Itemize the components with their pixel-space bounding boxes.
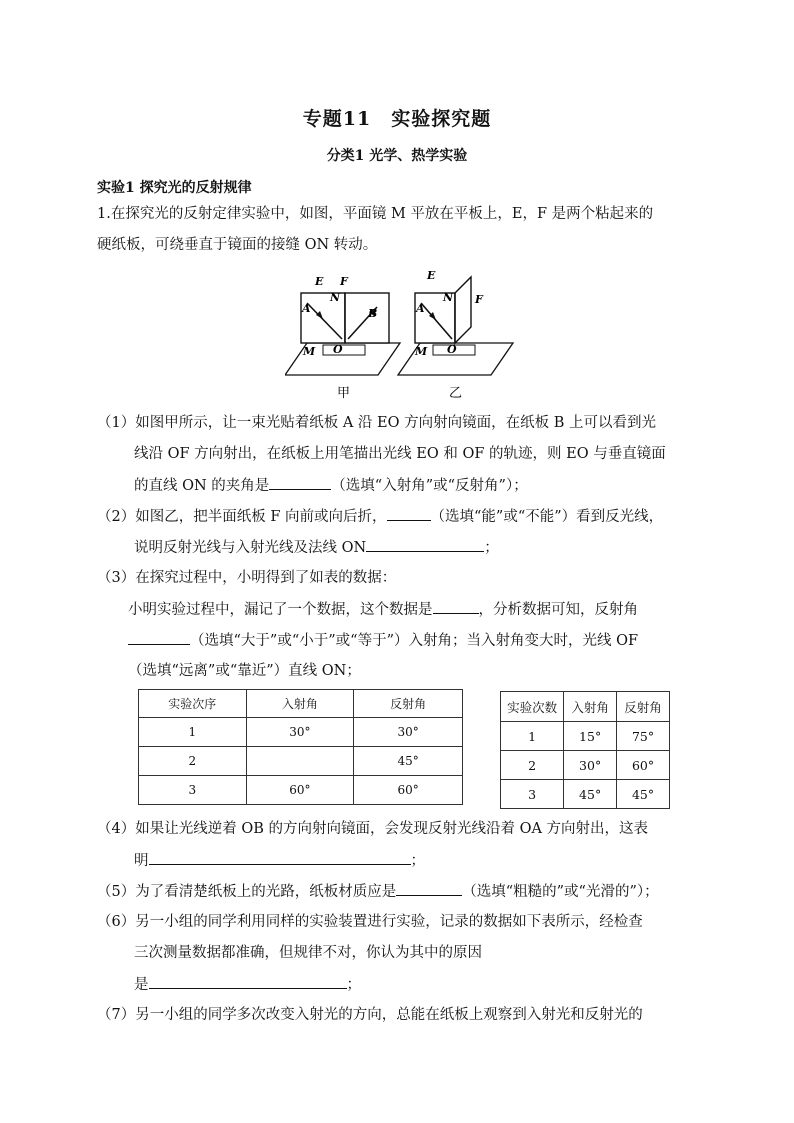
caption-jia: 甲 [337,386,351,401]
p3-blank-1[interactable] [433,599,479,614]
label-e-left: E [315,275,324,288]
table2-header-cell: 入射角 [564,692,617,722]
p5-line-a [97,881,659,902]
section-heading: 实验1 探究光的反射规律 [97,180,252,196]
board-f-right [455,277,471,343]
table2-header-cell: 实验次数 [501,692,564,722]
mirror-left [323,345,365,355]
label-b-left: B [368,307,378,320]
table-row [139,747,463,776]
label-a-right: A [416,302,425,315]
table1-header-cell: 实验次序 [139,690,247,718]
label-n-left: N [330,291,341,304]
p1-line-c [134,475,528,496]
p6-blank[interactable] [149,974,347,989]
p3-b-post: ，分析数据可知，反射角 [478,602,638,618]
p1-line-a: （1）如图甲所示，让一束光贴着纸板 A 沿 EO 方向射向镜面，在纸板 B 上可以看到光 [97,415,656,431]
p4-b-pre: 明 [134,853,149,869]
label-f-right: F [475,293,483,306]
p1-line-b: 线沿 OF 方向射出，在纸板上用笔描出光线 EO 和 OF 的轨迹，则 EO 与垂直镜面 [134,446,666,462]
table2-header-cell: 反射角 [617,692,670,722]
table1-cell: 3 [139,776,247,805]
label-n-right: N [443,291,454,304]
q1-line1: 1.在探究光的反射定律实验中，如图，平面镜 M 平放在平板上，E，F 是两个粘起来的 [97,206,654,222]
q1-line2: 硬纸板，可绕垂直于镜面的接缝 ON 转动。 [97,237,378,253]
page-title: 专题11 实验探究题 [302,108,492,130]
p2-a-pre: （2）如图乙，把半面纸板 F 向前或向后折， [97,509,387,525]
page-subtitle: 分类1 光学、热学实验 [326,148,468,164]
p6-line-a: （6）另一小组的同学利用同样的实验装置进行实验，记录的数据如下表所示，经检查 [97,914,643,930]
table2-cell: 45° [564,780,617,809]
caption-yi: 乙 [449,386,463,401]
table2-cell: 1 [501,722,564,751]
p1-c-pre: 的直线 ON 的夹角是 [134,478,270,494]
p2-b-pre: 说明反射光线与入射光线及法线 ON [134,540,367,556]
table1-cell: 1 [139,718,247,747]
table1-header-row [139,690,463,718]
table1-header-cell: 反射角 [354,690,463,718]
table1-cell: 2 [139,747,247,776]
p6-c-pre: 是 [134,977,149,993]
table1-cell: 60° [354,776,463,805]
p3-b-pre: 小明实验过程中，漏记了一个数据，这个数据是 [128,602,433,618]
p6-c-post: ； [346,977,361,993]
table2-cell: 3 [501,780,564,809]
p3-line-c [128,630,638,651]
table2-cell: 30° [564,751,617,780]
table2-cell: 2 [501,751,564,780]
table-row [501,722,670,751]
table2-cell: 60° [617,751,670,780]
p3-c-post: （选填“大于”或“小于”或“等于”）入射角；当入射角变大时，光线 OF [190,633,639,649]
data-table-2 [500,691,670,809]
p2-b-post: ； [484,540,499,556]
label-o-right: O [447,343,457,356]
table-row [139,776,463,805]
label-o-left: O [333,343,343,356]
label-e-right: E [427,269,436,282]
label-f-left: F [340,275,348,288]
label-a-left: A [302,302,311,315]
p1-blank[interactable] [269,475,331,490]
table2-cell: 15° [564,722,617,751]
table1-cell: 45° [354,747,463,776]
label-m-left: M [303,345,316,358]
p4-b-post: ； [410,853,425,869]
p5-a-pre: （5）为了看清楚纸板上的光路，纸板材质应是 [97,884,397,900]
label-m-right: M [415,345,428,358]
table1-cell: 30° [246,718,354,747]
p3-line-a: （3）在探究过程中，小明得到了如表的数据： [97,570,397,586]
table-row [139,718,463,747]
p2-line-b [134,537,499,558]
table2-header-row [501,692,670,722]
p7-line-a: （7）另一小组的同学多次改变入射光的方向，总能在纸板上观察到入射光和反射光的 [97,1007,643,1023]
table-row [501,751,670,780]
reflection-diagram [285,265,515,405]
p5-blank[interactable] [396,881,462,896]
p4-line-b [134,850,425,871]
table1-cell: 60° [246,776,354,805]
p1-c-post: （选填“入射角”或“反射角”）； [331,478,528,494]
p2-a-post: （选填“能”或“不能”）看到反光线， [430,509,664,525]
p3-line-b [128,599,638,620]
table1-cell-missing [246,747,354,776]
table-row [501,780,670,809]
p2-line-a [97,506,663,527]
p6-line-c [134,974,361,995]
table1-cell: 30° [354,718,463,747]
data-table-1 [138,689,463,805]
table1-header-cell: 入射角 [246,690,354,718]
p3-blank-2[interactable] [128,630,190,645]
p2-blank-1[interactable] [387,506,431,521]
p4-line-a: （4）如果让光线逆着 OB 的方向射向镜面，会发现反射光线沿着 OA 方向射出，这表 [97,821,649,837]
p5-a-post: （选填“粗糙的”或“光滑的”）； [462,884,659,900]
table2-cell: 75° [617,722,670,751]
p6-line-b: 三次测量数据都准确，但规律不对，你认为其中的原因 [134,945,482,961]
p4-blank[interactable] [149,850,411,865]
table2-cell: 45° [617,780,670,809]
p2-blank-2[interactable] [366,537,484,552]
p3-line-d: （选填“远离”或“靠近”）直线 ON； [128,663,361,679]
